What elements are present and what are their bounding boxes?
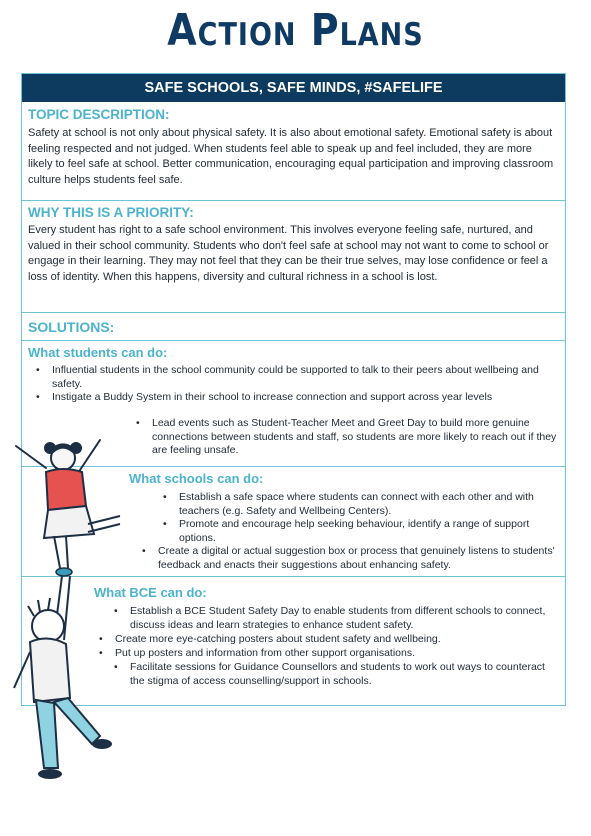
list-item: • Put up posters and information from other support organisations. bbox=[99, 647, 415, 659]
schools-heading: What schools can do: bbox=[129, 471, 264, 486]
list-item: • Create a digital or actual suggestion box or process that genuinely listens to students' feedback and enacts their suggestions about enhancing safety. bbox=[142, 545, 555, 571]
bce-heading: What BCE can do: bbox=[94, 585, 207, 600]
priority-text: Every student has right to a safe school environment. This involves everyone feeling safe, nurtured, and valued in their school community. Students who don't feel safe at school may not want to come to school or engage in their learning. They may not feel that they can be their true selves, may lose confidence or feel a loss of identity. When this happens, diversity and cultural richness in a school is lost. bbox=[28, 224, 549, 283]
list-item: • Instigate a Buddy System in their school to increase connection and support across year levels bbox=[36, 391, 493, 403]
students-illustration bbox=[8, 428, 123, 788]
solutions-heading: SOLUTIONS: bbox=[28, 319, 115, 335]
solutions-section bbox=[22, 312, 565, 340]
page-title: Action Plans bbox=[167, 4, 424, 56]
list-item: • Establish a BCE Student Safety Day to enable students from different schools to connect, discuss ideas and learn strategies to enhance student safety. bbox=[114, 605, 546, 631]
list-item: • Create more eye-catching posters about student safety and wellbeing. bbox=[99, 633, 441, 645]
banner-title: SAFE SCHOOLS, SAFE MINDS, #SAFELIFE bbox=[22, 74, 565, 102]
students-heading: What students can do: bbox=[28, 345, 168, 360]
list-item: • Lead events such as Student-Teacher Meet and Greet Day to build more genuine connections between students and staff, so students are more likely to reach out if they are feeling unsafe. bbox=[136, 417, 557, 456]
list-item: • Promote and encourage help seeking behaviour, identify a range of support options. bbox=[163, 518, 530, 544]
topic-text: Safety at school is not only about physical safety. It is also about emotional safety. Emotional safety is about feeling respected and not judged. When students feel able to speak up and feel included, they are more likely to feel safe at school. Better communication, encouraging equal participation and improving classroom culture helps students feel safe. bbox=[28, 127, 554, 186]
list-item: • Influential students in the school community could be supported to talk to their peers about wellbeing and safety. bbox=[36, 364, 539, 390]
topic-heading: TOPIC DESCRIPTION: bbox=[28, 107, 170, 122]
topic-section bbox=[22, 102, 565, 200]
priority-heading: WHY THIS IS A PRIORITY: bbox=[28, 205, 194, 220]
list-item: • Facilitate sessions for Guidance Counsellors and students to work out ways to counteract the stigma of access counselling/support in schools. bbox=[114, 661, 545, 687]
priority-section bbox=[22, 200, 565, 312]
list-item: • Establish a safe space where students can connect with each other and with teachers (e.g. Safety and Wellbeing Centers). bbox=[163, 491, 534, 517]
